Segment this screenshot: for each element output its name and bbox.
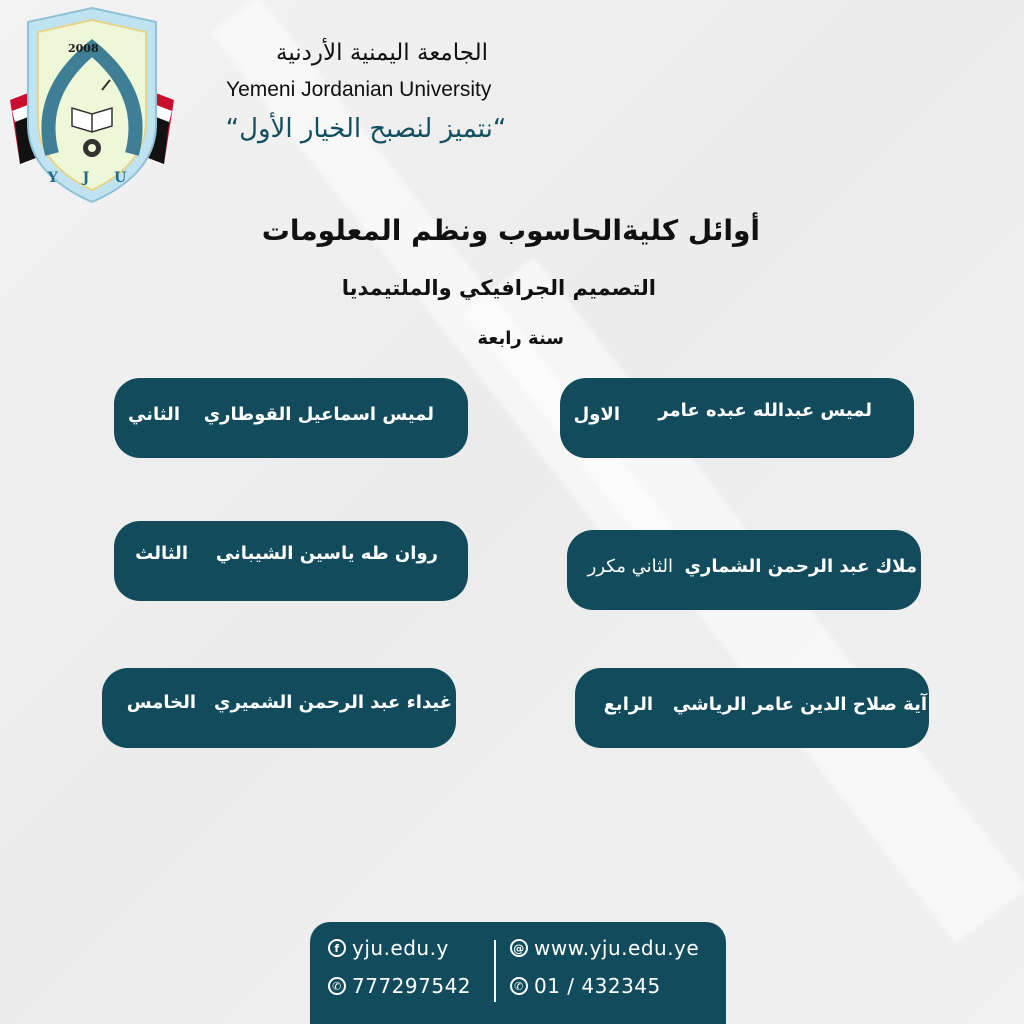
- student-name: ملاك عبد الرحمن الشماري: [684, 556, 917, 577]
- rank-label: الثالث: [135, 543, 188, 564]
- whatsapp-link[interactable]: [328, 974, 471, 998]
- department-name: التصميم الجرافيكي والملتيمديا: [341, 276, 656, 300]
- rank-card-fifth: [102, 668, 456, 748]
- university-name-arabic: الجامعة اليمنية الأردنية: [276, 40, 488, 66]
- rank-card-second-repeated: [567, 530, 921, 610]
- phone-icon: ✆: [510, 977, 528, 995]
- student-name: آية صلاح الدين عامر الرياشي: [672, 694, 927, 715]
- university-slogan: “نتميز لنصبح الخيار الأول“: [225, 114, 507, 144]
- student-name: غيداء عبد الرحمن الشميري: [214, 692, 452, 713]
- rank-card-third: [114, 521, 468, 601]
- university-logo: [6, 4, 178, 204]
- whatsapp-icon: ✆: [328, 977, 346, 995]
- rank-card-fourth: [575, 668, 929, 748]
- footer-divider: [494, 940, 496, 1002]
- website-link[interactable]: [510, 936, 699, 960]
- phone-link[interactable]: [510, 974, 661, 998]
- web-icon: @: [510, 939, 528, 957]
- logo-year: 2008: [68, 42, 99, 55]
- rank-label: الاول: [573, 404, 620, 425]
- rank-label: الثاني: [127, 404, 180, 425]
- website-url: www.yju.edu.ye: [534, 936, 700, 960]
- facebook-handle: yju.edu.y: [352, 936, 449, 960]
- student-name: لميس اسماعيل القوطاري: [203, 404, 434, 425]
- phone-number: 01 / 432345: [534, 974, 661, 998]
- rank-label: الثاني مكرر: [587, 556, 673, 577]
- rank-card-first: [560, 378, 914, 458]
- contact-footer: [310, 922, 726, 1024]
- logo-initials: Y J U: [47, 170, 137, 186]
- page-title: أوائل كليةالحاسوب ونظم المعلومات: [261, 214, 760, 247]
- rank-label: الرابع: [603, 694, 653, 715]
- student-name: لميس عبدالله عبده عامر: [658, 400, 872, 421]
- rank-label: الخامس: [126, 692, 196, 713]
- student-name: روان طه ياسين الشيباني: [215, 543, 438, 564]
- whatsapp-number: 777297542: [352, 974, 472, 998]
- rank-card-second: [114, 378, 468, 458]
- facebook-link[interactable]: [328, 936, 449, 960]
- year-level: سنة رابعة: [477, 328, 564, 349]
- university-name-english: Yemeni Jordanian University: [226, 78, 492, 101]
- facebook-icon: f: [328, 939, 346, 957]
